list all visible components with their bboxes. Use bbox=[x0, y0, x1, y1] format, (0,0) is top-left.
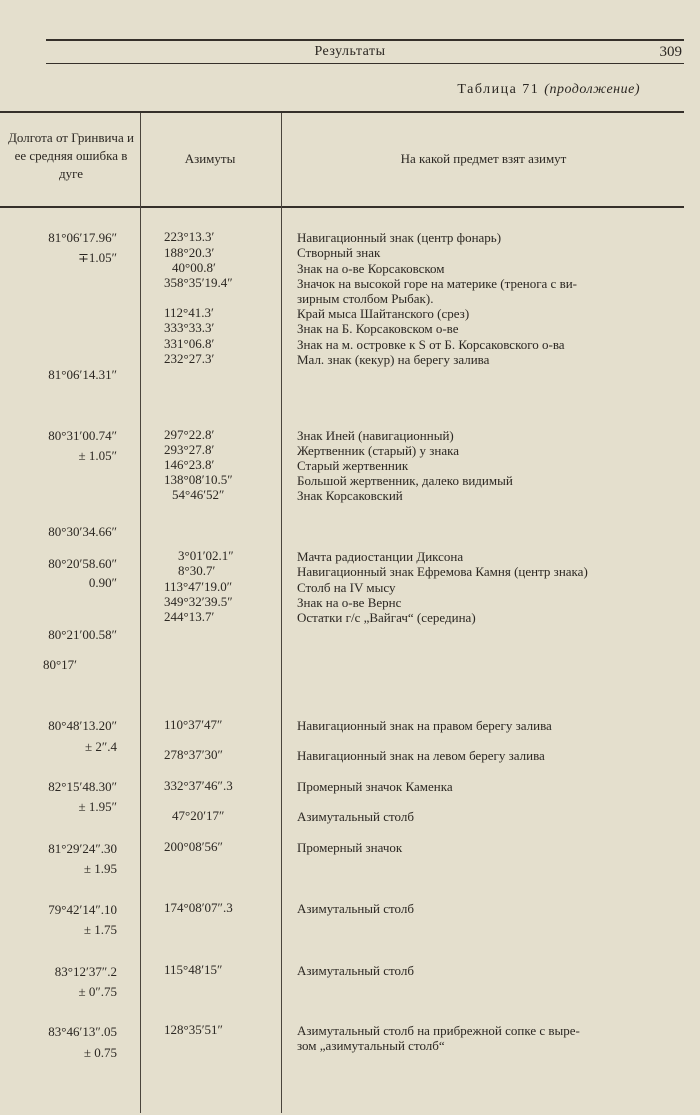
header-rule-bottom bbox=[46, 63, 684, 64]
object-description: Азимутальный столб bbox=[297, 809, 414, 824]
object-description: Навигационный знак на правом берегу залива bbox=[297, 718, 552, 733]
longitude-value: 80°21′00.58″ bbox=[48, 627, 117, 642]
longitude-value: 83°12′37″.2 bbox=[54, 964, 117, 979]
longitude-error: ± 0″.75 bbox=[78, 984, 117, 999]
object-description: Край мыса Шайтанского (срез) bbox=[297, 306, 470, 321]
azimuth-value: 113°47′19.0″ bbox=[164, 579, 233, 594]
object-description: Азимутальный столб bbox=[297, 901, 414, 916]
object-description: Азимутальный столб bbox=[297, 963, 414, 978]
longitude-value: 80°30′34.66″ bbox=[48, 524, 117, 539]
azimuth-value: 188°20.3′ bbox=[164, 245, 215, 260]
column-header-azimuths: Азимуты bbox=[184, 151, 236, 166]
table-label: Таблица 71 bbox=[457, 82, 540, 97]
longitude-value: 82°15′48.30″ bbox=[48, 779, 117, 794]
azimuth-value: 3°01′02.1″ bbox=[178, 548, 234, 563]
object-description: Промерный значок bbox=[297, 840, 403, 855]
longitude-value: 81°29′24″.30 bbox=[48, 841, 117, 856]
longitude-error: ± 1.75 bbox=[83, 922, 117, 937]
object-description: Жертвенник (старый) у знака bbox=[297, 443, 460, 458]
azimuth-value: 47°20′17″ bbox=[172, 808, 225, 823]
longitude-value: 80°48′13.20″ bbox=[48, 718, 117, 733]
azimuth-value: 8°30.7′ bbox=[178, 563, 216, 578]
azimuth-value: 358°35′19.4″ bbox=[164, 275, 233, 290]
azimuth-value: 110°37′47″ bbox=[164, 717, 223, 732]
object-description: Навигационный знак Ефремова Камня (центр знака) bbox=[297, 564, 588, 579]
table-caption bbox=[457, 82, 640, 98]
object-description: Значок на высокой горе на материке (тренога с ви- bbox=[297, 276, 577, 291]
header-rule-top bbox=[46, 39, 684, 41]
table-top-rule bbox=[0, 111, 684, 113]
object-description: зирным столбом Рыбак). bbox=[297, 291, 434, 306]
page-number: 309 bbox=[659, 44, 682, 60]
object-description: Промерный значок Каменка bbox=[297, 779, 453, 794]
object-description: Азимутальный столб на прибрежной сопке с выре- bbox=[297, 1023, 580, 1038]
object-description: Знак на о-ве Вернс bbox=[297, 595, 402, 610]
longitude-value: 80°31′00.74″ bbox=[48, 428, 117, 443]
column-divider-1 bbox=[140, 113, 141, 1113]
azimuth-value: 174°08′07″.3 bbox=[164, 900, 233, 915]
longitude-error: ∓1.05″ bbox=[77, 250, 117, 265]
azimuth-value: 349°32′39.5″ bbox=[164, 594, 233, 609]
table-note: (продолжение) bbox=[544, 82, 640, 97]
azimuth-value: 331°06.8′ bbox=[164, 336, 215, 351]
object-description: Знак Корсаковский bbox=[297, 488, 403, 503]
azimuth-value: 112°41.3′ bbox=[164, 305, 214, 320]
azimuth-value: 128°35′51″ bbox=[164, 1022, 223, 1037]
object-description: Столб на IV мысу bbox=[297, 580, 396, 595]
longitude-value: 83°46′13″.05 bbox=[48, 1024, 117, 1039]
longitude-value: 81°06′14.31″ bbox=[48, 367, 117, 382]
azimuth-value: 333°33.3′ bbox=[164, 320, 215, 335]
longitude-error: ± 1.95″ bbox=[78, 799, 117, 814]
azimuth-value: 232°27.3′ bbox=[164, 351, 215, 366]
running-title: Результаты bbox=[314, 44, 386, 59]
object-description: зом „азимутальный столб“ bbox=[297, 1038, 445, 1053]
longitude-error: ± 1.95 bbox=[83, 861, 117, 876]
longitude-value: 79°42′14″.10 bbox=[48, 902, 117, 917]
azimuth-value: 115°48′15″ bbox=[164, 962, 223, 977]
object-description: Знак на Б. Корсаковском о-ве bbox=[297, 321, 459, 336]
azimuth-value: 293°27.8′ bbox=[164, 442, 215, 457]
object-description: Мачта радиостанции Диксона bbox=[297, 549, 464, 564]
azimuth-value: 146°23.8′ bbox=[164, 457, 215, 472]
longitude-value: 80°17′ bbox=[42, 657, 77, 672]
object-description: Знак Иней (навигационный) bbox=[297, 428, 454, 443]
azimuth-value: 200°08′56″ bbox=[164, 839, 223, 854]
table-head-rule bbox=[0, 206, 684, 208]
azimuth-value: 332°37′46″.3 bbox=[164, 778, 233, 793]
azimuth-value: 244°13.7′ bbox=[164, 609, 215, 624]
longitude-error: 0.90″ bbox=[88, 575, 117, 590]
longitude-error: ± 2″.4 bbox=[84, 739, 117, 754]
azimuth-value: 40°00.8′ bbox=[172, 260, 216, 275]
column-header-longitude: Долгота от Гринвича и ее средняя ошибка в дуге bbox=[8, 130, 134, 181]
longitude-value: 80°20′58.60″ bbox=[48, 556, 117, 571]
object-description: Навигационный знак (центр фонарь) bbox=[297, 230, 502, 245]
azimuth-value: 138°08′10.5″ bbox=[164, 472, 233, 487]
object-description: Знак на о-ве Корсаковском bbox=[297, 261, 445, 276]
column-divider-2 bbox=[281, 113, 282, 1113]
object-description: Остатки г/с „Вайгач“ (середина) bbox=[297, 610, 476, 625]
object-description: Знак на м. островке к S от Б. Корсаковского о-ва bbox=[297, 337, 565, 352]
azimuth-value: 278°37′30″ bbox=[164, 747, 223, 762]
object-description: Большой жертвенник, далеко видимый bbox=[297, 473, 513, 488]
longitude-error: ± 1.05″ bbox=[78, 448, 117, 463]
longitude-value: 81°06′17.96″ bbox=[48, 230, 117, 245]
object-description: Навигационный знак на левом берегу залива bbox=[297, 748, 545, 763]
object-description: Створный знак bbox=[297, 245, 381, 260]
object-description: Мал. знак (кекур) на берегу залива bbox=[297, 352, 490, 367]
longitude-error: ± 0.75 bbox=[83, 1045, 117, 1060]
azimuth-value: 297°22.8′ bbox=[164, 427, 215, 442]
azimuth-value: 223°13.3′ bbox=[164, 229, 215, 244]
column-header-object: На какой предмет взят азимут bbox=[400, 151, 567, 166]
object-description: Старый жертвенник bbox=[297, 458, 409, 473]
azimuth-value: 54°46′52″ bbox=[172, 487, 225, 502]
